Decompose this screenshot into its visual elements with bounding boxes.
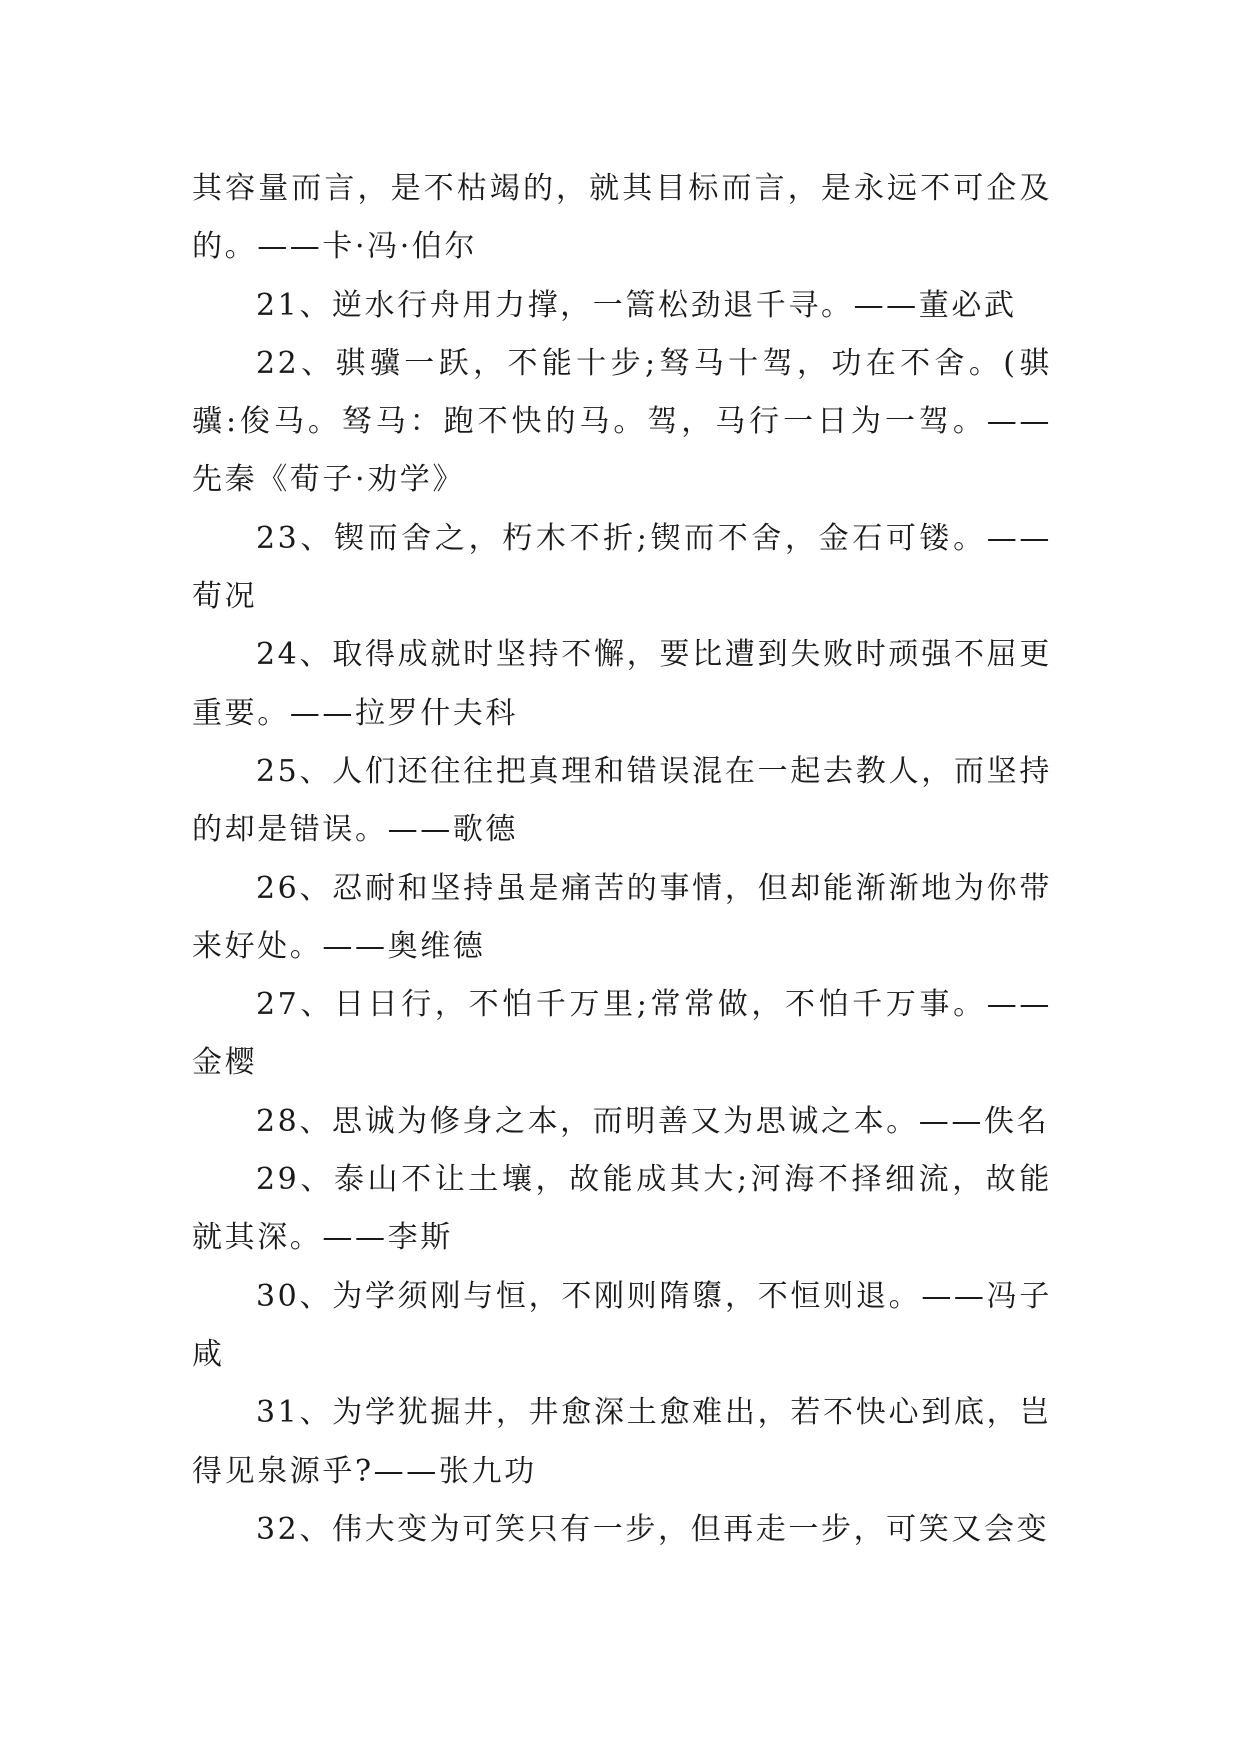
- quote-paragraph: 21、逆水行舟用力撑，一篙松劲退千寻。——董必武: [256, 287, 1017, 323]
- quote-paragraph: 25、人们还往往把真理和错误混在一起去教人，而坚持的却是错误。——歌德: [192, 753, 1052, 848]
- quote-paragraph: 32、伟大变为可笑只有一步，但再走一步，可笑又会变: [256, 1511, 1050, 1547]
- quote-paragraph: 27、日日行，不怕千万里;常常做，不怕千万事。——金樱: [192, 987, 1052, 1081]
- quote-paragraph: 22、骐骥一跃，不能十步;驽马十驾，功在不舍。(骐骥:俊马。驽马：跑不快的马。驾，马行一日为一驾。——先秦《荀子·劝学》: [192, 345, 1052, 498]
- quote-paragraph: 31、为学犹掘井，井愈深土愈难出，若不快心到底，岂得见泉源乎?——张九功: [192, 1395, 1052, 1489]
- quote-paragraph: 其容量而言，是不枯竭的，就其目标而言，是永远不可企及的。——卡·冯·伯尔: [192, 171, 1052, 265]
- quote-paragraph: 24、取得成就时坚持不懈，要比遭到失败时顽强不屈更重要。——拉罗什夫科: [192, 637, 1052, 731]
- quote-paragraph: 30、为学须刚与恒，不刚则隋隳，不恒则退。——冯子咸: [192, 1278, 1052, 1372]
- quote-paragraph: 29、泰山不让土壤，故能成其大;河海不择细流，故能就其深。——李斯: [192, 1162, 1052, 1256]
- quote-paragraph: 28、思诚为修身之本，而明善又为思诚之本。——佚名: [256, 1103, 1050, 1139]
- quote-list: [192, 160, 1052, 1559]
- quote-paragraph: 23、锲而舍之，朽木不折;锲而不舍，金石可镂。——荀况: [192, 520, 1052, 615]
- quote-paragraph: 26、忍耐和坚持虽是痛苦的事情，但却能渐渐地为你带来好处。——奥维德: [192, 870, 1052, 964]
